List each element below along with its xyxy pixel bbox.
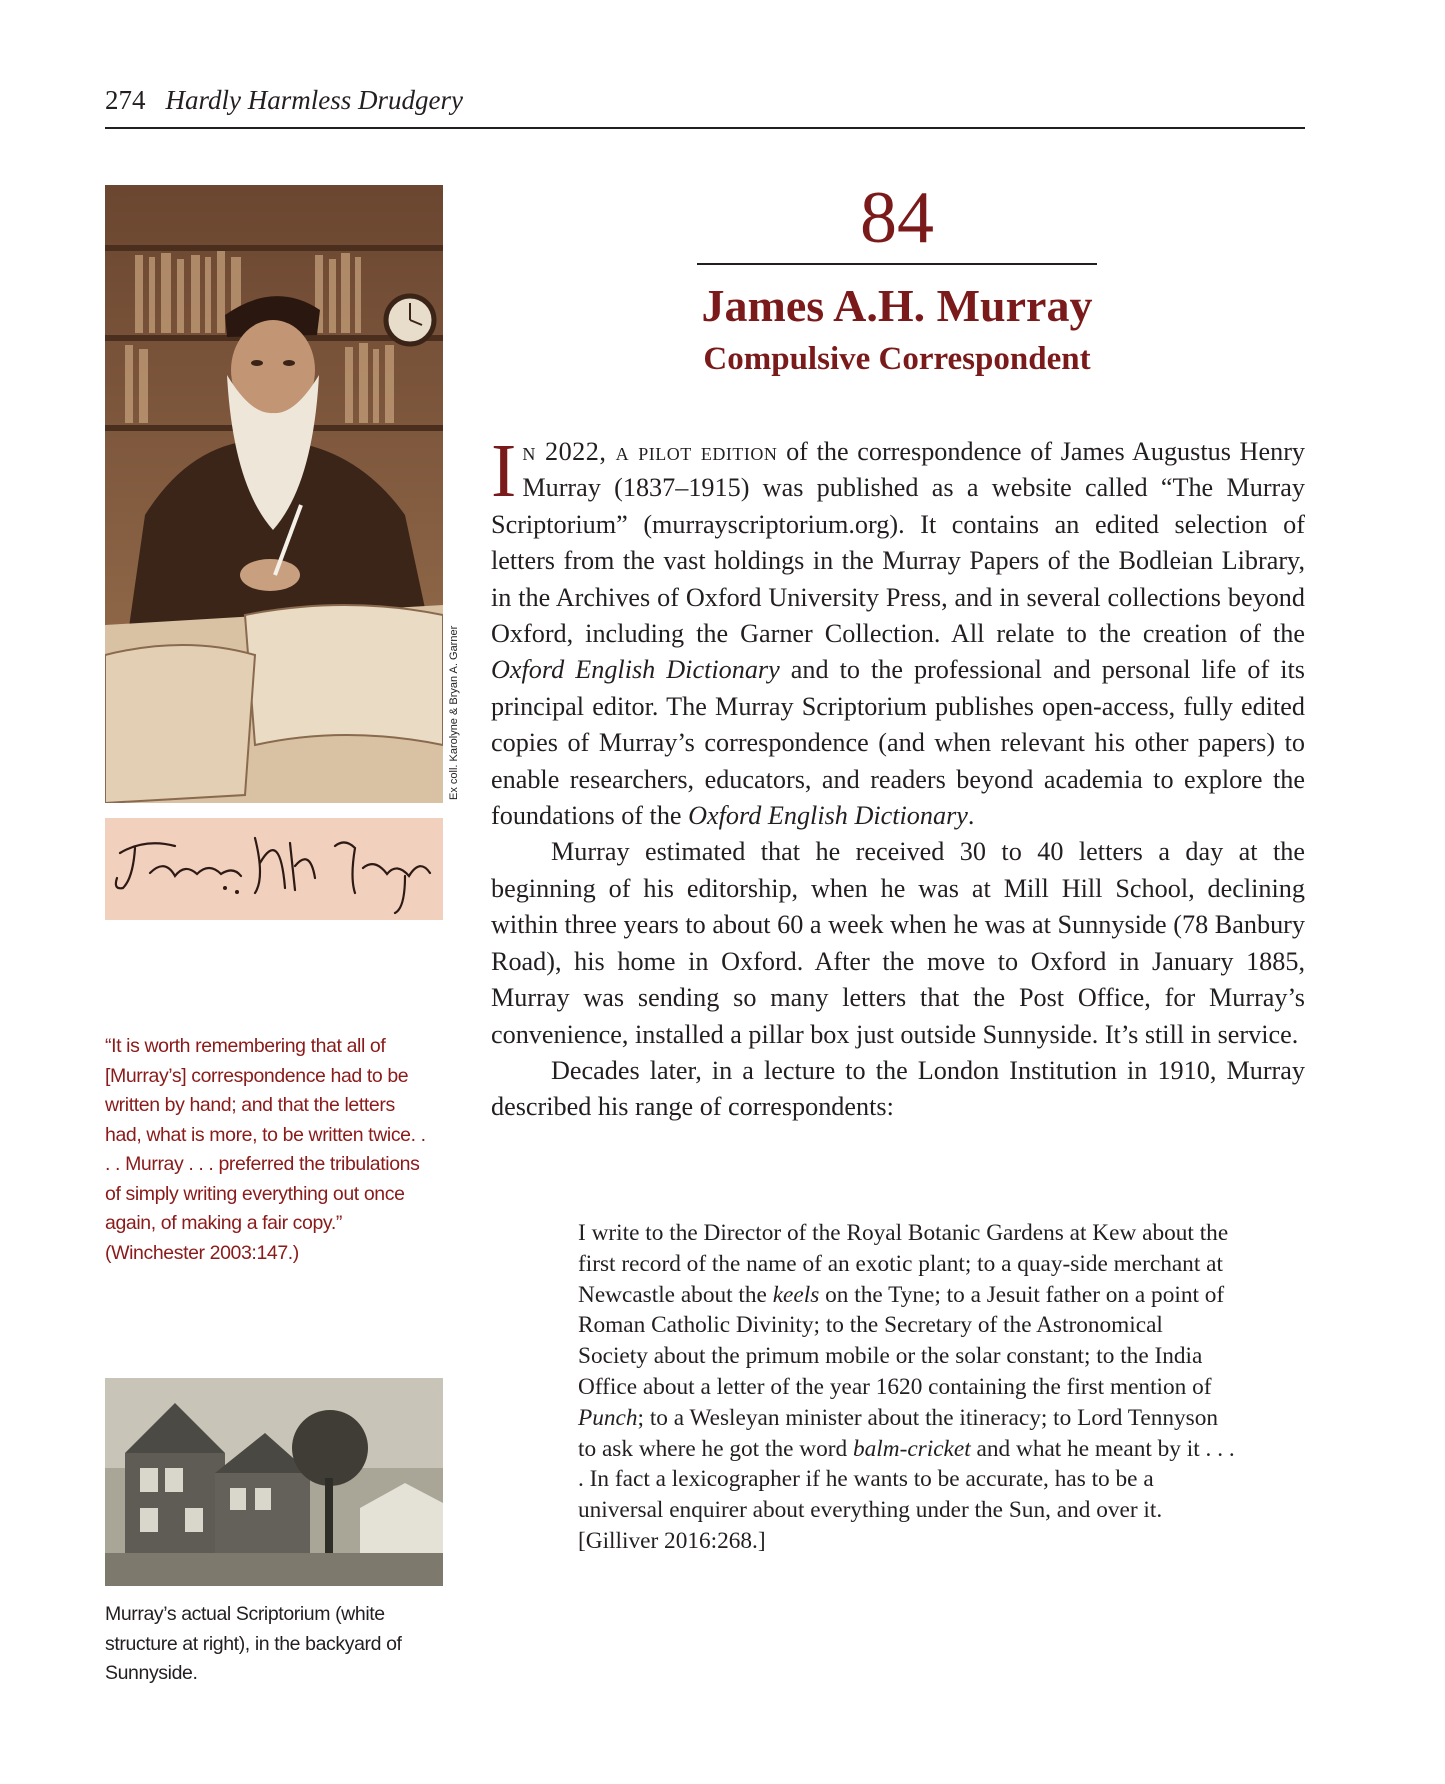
murray-portrait-photo [105, 185, 443, 803]
bq-text-1: I write to the Director of the Royal Botanic Gardens at Kew about the first record of the name of an exotic plant; to a quay-side merchant at Newcastle about the [578, 1220, 1229, 1308]
page-number: 274 [105, 85, 146, 115]
small-caps-lead: n 2022, a pilot edition [522, 437, 778, 466]
p1-italic-b: Oxford English Dictionary [688, 801, 968, 831]
running-header [105, 82, 1305, 118]
paragraph-1 [491, 429, 1306, 834]
p1-text-c: . [967, 801, 975, 831]
chapter-rule [697, 263, 1097, 265]
chapter-subtitle: Compulsive Correspondent [703, 341, 1091, 377]
p1-text-b: and to the professional and personal life of its principal editor. The Murray Scriptorium publishes open-access, fully edited copies of Murray’s correspondence (and when relevant his other papers) to enable researchers, educators, and readers beyond academia to explore the foundations of the [491, 655, 1305, 831]
murray-signature [105, 818, 443, 920]
chapter-number: 84 [860, 177, 934, 259]
header-rule [105, 127, 1305, 129]
house-caption: Murray’s actual Scriptorium (white structure at right), in the backyard of Sunnyside. [105, 1603, 402, 1684]
book-title: Hardly Harmless Drudgery [165, 85, 463, 115]
block-quote [578, 1218, 1238, 1557]
body-text [491, 429, 1306, 1126]
house-illustration [105, 1378, 443, 1586]
bq-italic-1: keels [772, 1281, 820, 1308]
photo-credit: Ex coll. Karolyne & Bryan A. Garner [448, 625, 460, 800]
portrait-illustration [105, 185, 443, 803]
p1-italic-a: Oxford English Dictionary [491, 655, 780, 685]
sunnyside-house-photo [105, 1378, 443, 1586]
p1-text-a: of the correspondence of James Augustus Henry Murray (1837–1915) was published as a website called “The Murray Scriptorium” (murrayscriptorium.org). It contains an edited selection of letters from the vast holdings in the Murray Papers of the Bodleian Library, in the Archives of Oxford University Press, and in several collections beyond Oxford, including the Garner Collection. All relate to the creation of the [491, 437, 1306, 649]
sidebar-quote: “It is worth remembering that all of [Murray’s] correspondence had to be written by hand; and that the letters had, what is more, to be written twice. . . . Murray . . . preferred the tribulations of simply writing everything out once again, of making a fair copy.” (Winchester 2003:147.) [105, 1035, 426, 1264]
bq-text-2: on the Tyne; to a Jesuit father on a point of Roman Catholic Divinity; to the Secretary of the Astronomical Society about the primum mobile or the solar constant; to the India Office about a letter of the year 1620 containing the first mention of [578, 1281, 1225, 1400]
bq-text-4: and what he meant by it . . . . In fact a lexicographer if he wants to be accurate, has to be a universal enquirer about everything under the Sun, and over it. [Gilliver 2016:268.] [578, 1435, 1235, 1554]
chapter-title: James A.H. Murray [701, 280, 1093, 331]
paragraph-2: Murray estimated that he received 30 to 40 letters a day at the beginning of his editorship, when he was at Mill Hill School, declining within three years to about 60 a week when he was at Sunnyside (78 Banbury Road), his home in Oxford. After the move to Oxford in January 1885, Murray was sending so many letters that the Post Office, for Murray’s convenience, installed a pillar box just outside Sunnyside. It’s still in service. [491, 837, 1305, 1049]
bq-italic-3: balm-cricket [852, 1435, 971, 1462]
bq-italic-2: Punch [578, 1404, 638, 1431]
drop-cap: I [491, 429, 517, 513]
paragraph-3: Decades later, in a lecture to the London Institution in 1910, Murray described his range of correspondents: [491, 1055, 1305, 1122]
bq-text-3: ; to a Wesleyan minister about the itineracy; to Lord Tennyson to ask where he got the word [578, 1404, 1219, 1462]
signature-script [105, 818, 443, 920]
